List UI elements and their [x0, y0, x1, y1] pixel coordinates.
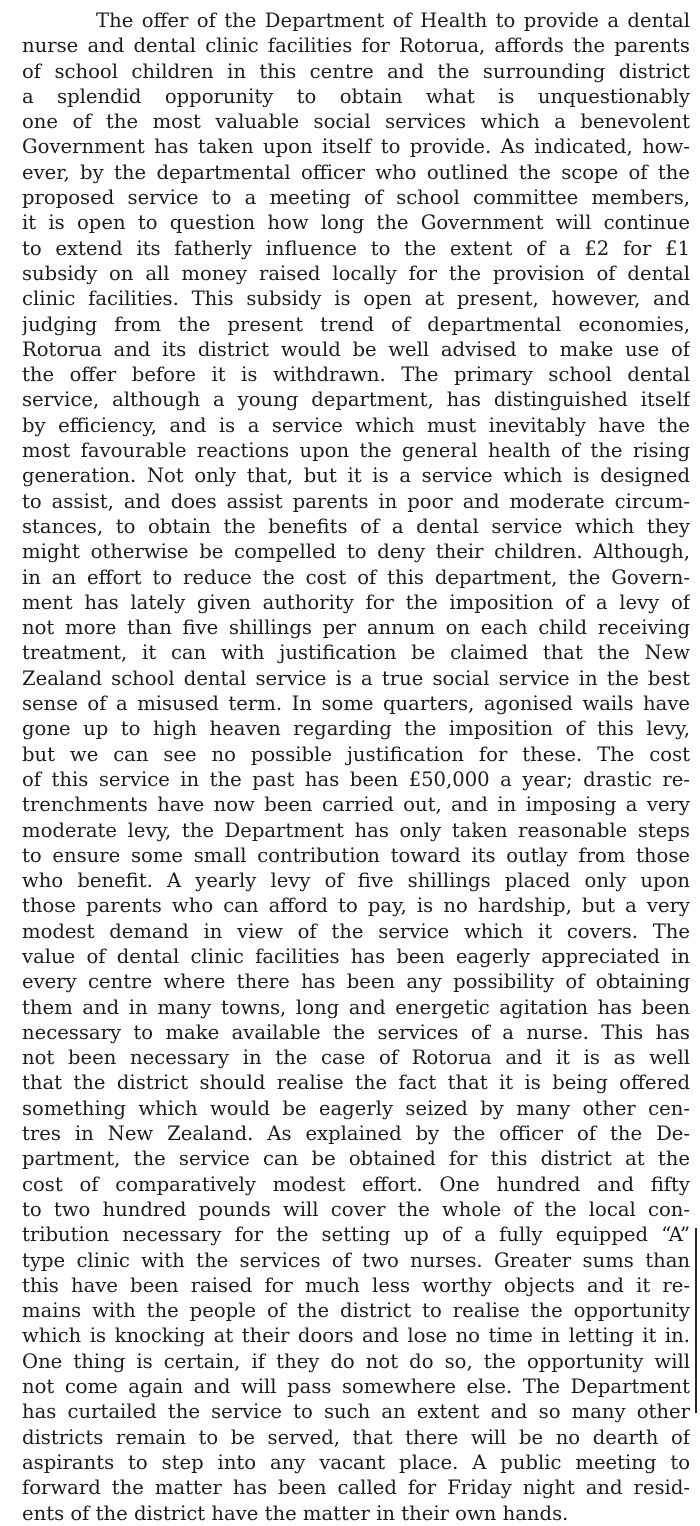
article-line: sense of a misused term. In some quarters, agonised wails have: [22, 692, 690, 716]
article-line: the offer before it is withdrawn. The primary school dental: [22, 363, 690, 387]
article-line: to assist, and does assist parents in poor and moderate circum-: [22, 489, 690, 513]
article-line: which is knocking at their doors and lose no time in letting it in.: [22, 1324, 690, 1348]
article-line: forward the matter has been called for Friday night and resid-: [22, 1476, 690, 1500]
article-line: might otherwise be compelled to deny their children. Although,: [22, 540, 690, 564]
article-line: this have been raised for much less worthy objects and it re-: [22, 1273, 690, 1297]
article-line: but we can see no possible justification for these. The cost: [22, 742, 690, 766]
article-line: not more than five shillings per annum on each child receiving: [22, 616, 690, 640]
article-line: ment has lately given authority for the imposition of a levy of: [22, 590, 690, 614]
article-line: trenchments have now been carried out, and in imposing a very: [22, 793, 690, 817]
article-line: a splendid opporunity to obtain what is unquestionably: [22, 84, 690, 108]
article-line: service, although a young department, has distinguished itself: [22, 388, 690, 412]
article-line: has curtailed the service to such an extent and so many other: [22, 1400, 690, 1424]
article-line: proposed service to a meeting of school committee members,: [22, 186, 690, 210]
article-line: treatment, it can with justification be claimed that the New: [22, 641, 690, 665]
article-line: moderate levy, the Department has only taken reasonable steps: [22, 818, 690, 842]
article-line: tribution necessary for the setting up of a fully equipped “A”: [22, 1223, 690, 1247]
article-line: something which would be eagerly seized by many other cen-: [22, 1096, 690, 1120]
article-line: it is open to question how long the Government will continue: [22, 211, 690, 235]
article-line: judging from the present trend of departmental economies,: [22, 312, 690, 336]
article-line: most favourable reactions upon the general health of the rising: [22, 439, 690, 463]
column-rule: [695, 1228, 697, 1413]
article-line: generation. Not only that, but it is a service which is designed: [22, 464, 690, 488]
article-line: modest demand in view of the service which it covers. The: [22, 919, 690, 943]
article-line: by efficiency, and is a service which must inevitably have the: [22, 413, 690, 437]
article-line: every centre where there has been any possibility of obtaining: [22, 970, 690, 994]
article-line: who benefit. A yearly levy of five shillings placed only upon: [22, 869, 690, 893]
article-line: type clinic with the services of two nurses. Greater sums than: [22, 1248, 690, 1272]
article-column: [22, 8, 690, 1525]
article-line: cost of comparatively modest effort. One hundred and fifty: [22, 1172, 690, 1196]
article-line: one of the most valuable social services which a benevolent: [22, 110, 690, 134]
article-line: nurse and dental clinic facilities for Rotorua, affords the parents: [22, 34, 690, 58]
article-line: The offer of the Department of Health to provide a dental: [96, 9, 690, 32]
article-line: not been necessary in the case of Rotorua and it is as well: [22, 1046, 690, 1070]
article-line: of this service in the past has been £50,000 a year; drastic re-: [22, 767, 690, 791]
article-line: to two hundred pounds will cover the whole of the local con-: [22, 1197, 690, 1221]
article-line: in an effort to reduce the cost of this department, the Govern-: [22, 565, 690, 589]
article-line: stances, to obtain the benefits of a dental service which they: [22, 514, 690, 538]
article-line: Government has taken upon itself to provide. As indicated, how-: [22, 135, 690, 159]
article-line: gone up to high heaven regarding the imposition of this levy,: [22, 717, 690, 741]
article-line: to ensure some small contribution toward its outlay from those: [22, 843, 690, 867]
article-line: ents of the district have the matter in their own hands.: [22, 1501, 569, 1525]
article-line: value of dental clinic facilities has been eagerly appreciated in: [22, 944, 690, 968]
article-line: One thing is certain, if they do not do so, the opportunity will: [22, 1349, 690, 1373]
article-line: clinic facilities. This subsidy is open at present, however, and: [22, 287, 690, 311]
article-line: not come again and will pass somewhere else. The Department: [22, 1375, 690, 1399]
article-line: subsidy on all money raised locally for the provision of dental: [22, 261, 690, 285]
article-line: of school children in this centre and the surrounding district: [22, 59, 690, 83]
article-line: districts remain to be served, that there will be no dearth of: [22, 1425, 690, 1449]
article-line: them and in many towns, long and energetic agitation has been: [22, 995, 690, 1019]
article-line: those parents who can afford to pay, is no hardship, but a very: [22, 894, 690, 918]
article-line: Zealand school dental service is a true social service in the best: [22, 666, 690, 690]
article-line: that the district should realise the fact that it is being offered: [22, 1071, 690, 1095]
article-line: ever, by the departmental officer who outlined the scope of the: [22, 160, 690, 184]
article-line: necessary to make available the services of a nurse. This has: [22, 1020, 690, 1044]
article-line: Rotorua and its district would be well advised to make use of: [22, 337, 690, 361]
article-line: partment, the service can be obtained for this district at the: [22, 1147, 690, 1171]
article-line: aspirants to step into any vacant place. A public meeting to: [22, 1450, 690, 1474]
article-line: to extend its fatherly influence to the extent of a £2 for £1: [22, 236, 690, 260]
article-line: tres in New Zealand. As explained by the officer of the De-: [22, 1122, 690, 1146]
article-line: mains with the people of the district to realise the opportunity: [22, 1299, 690, 1323]
